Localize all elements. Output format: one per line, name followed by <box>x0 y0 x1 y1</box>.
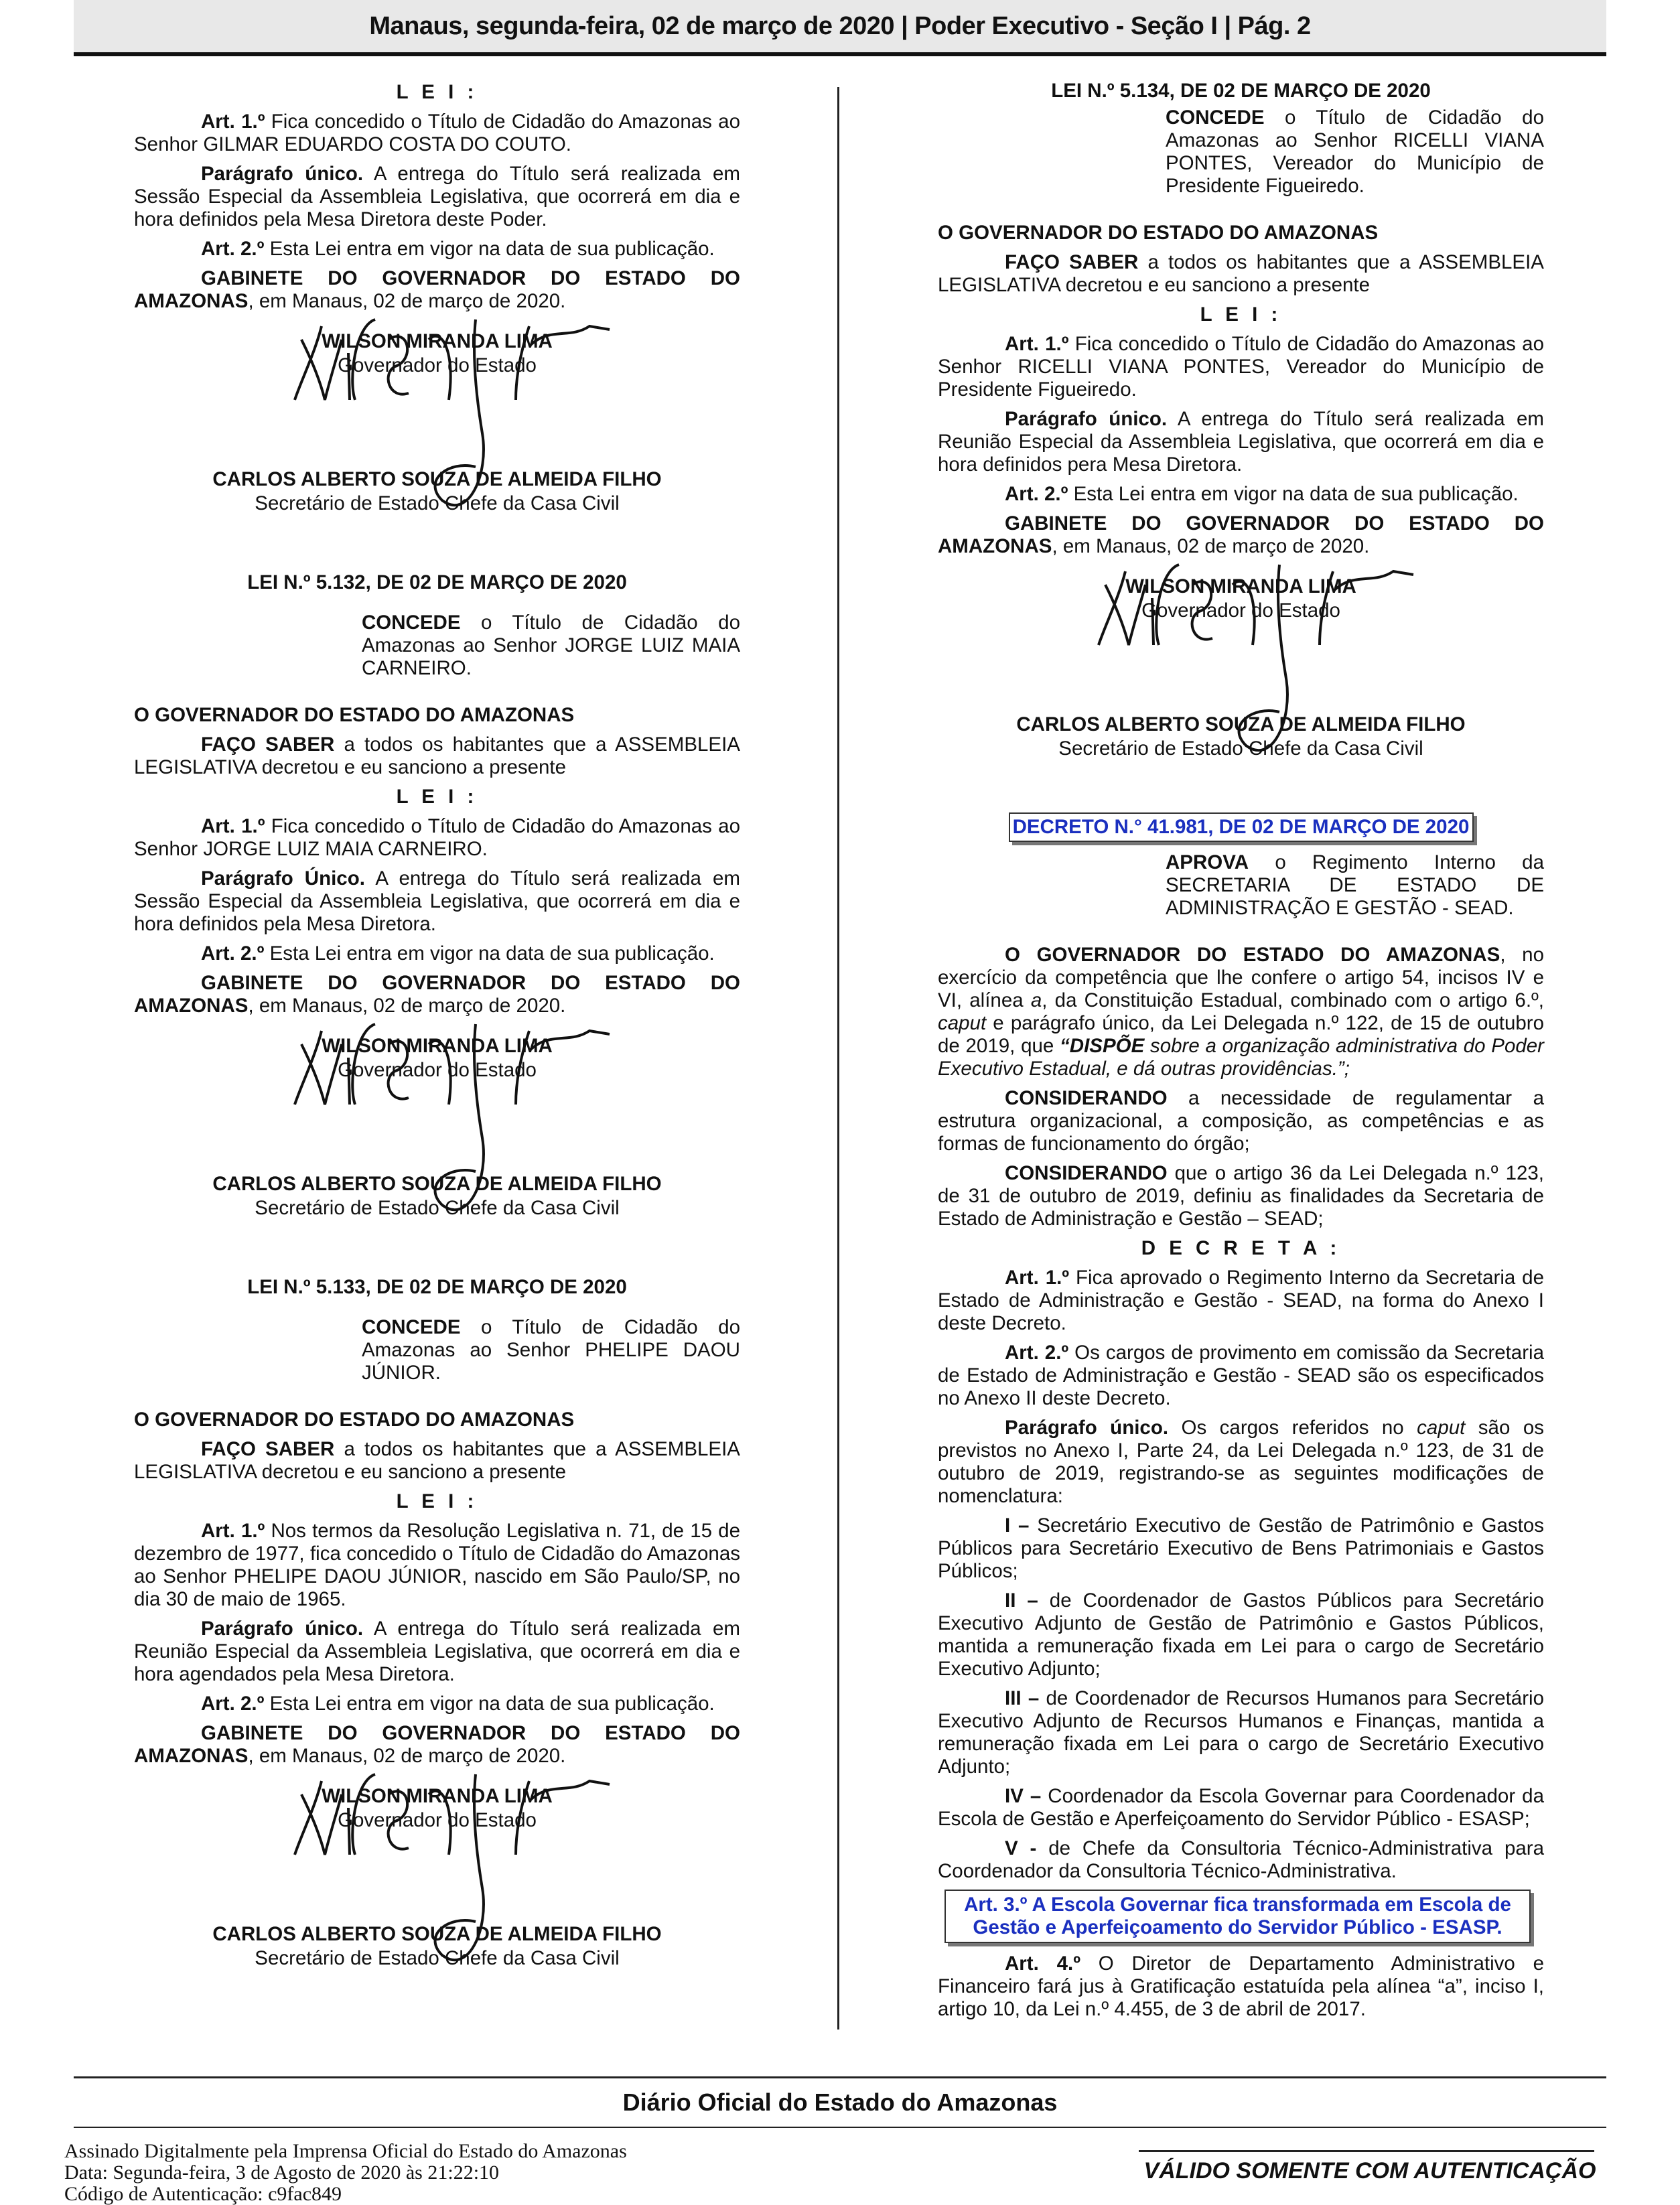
right-column <box>938 77 1544 2028</box>
signer-role-2: Secretário de Estado Chefe da Casa Civil <box>255 1197 620 1219</box>
ementa: CONCEDE o Título de Cidadão do Amazonas ao Senhor JORGE LUIZ MAIA CARNEIRO. <box>362 612 740 679</box>
auth-line: Código de Autenticação: c9fac849 <box>64 2183 342 2205</box>
signer-role: Governador do Estado <box>338 1809 537 1831</box>
law-title: LEI N.º 5.132, DE 02 DE MARÇO DE 2020 <box>247 571 627 593</box>
article: Art. 1.º Nos termos da Resolução Legislativa n. 71, de 15 de dezembro de 1977, fica concedido o Título de Cidadão do Amazonas ao Senhor PHELIPE DAOU JÚNIOR, nascido em São Paulo/SP, no dia 30 de maio de 1965. <box>134 1520 740 1610</box>
article: Art. 1.º Fica concedido o Título de Cidadão do Amazonas ao Senhor GILMAR EDUARDO COSTA DO COUTO. <box>134 111 740 155</box>
article: Art. 4.º O Diretor de Departamento Administrativo e Financeiro fará jus à Gratificação estatuída pela alínea “a”, inciso I, artigo 10, da Lei n.º 4.455, de 3 de abril de 2017. <box>938 1952 1544 2020</box>
signer-name: WILSON MIRANDA LIMA <box>322 330 553 352</box>
paragraph: Parágrafo único. A entrega do Título será realizada em Reunião Especial da Assembleia Legislativa, que ocorrerá em dia e hora definidos pera Mesa Diretora. <box>938 408 1544 476</box>
article: Art. 1.º Fica aprovado o Regimento Interno da Secretaria de Estado de Administração e Gestão - SEAD, na forma do Anexo I deste Decreto. <box>938 1267 1545 1334</box>
ementa: CONCEDE o Título de Cidadão do Amazonas ao Senhor RICELLI VIANA PONTES, Vereador do Município de Presidente Figueiredo. <box>1166 106 1544 197</box>
faco-saber: FAÇO SABER a todos os habitantes que a ASSEMBLEIA LEGISLATIVA decretou e eu sanciono a presente <box>938 251 1544 296</box>
article: Art. 2.º Esta Lei entra em vigor na data de sua publicação. <box>201 1693 715 1715</box>
article-3-highlight: Art. 3.º A Escola Governar fica transformada em Escola de Gestão e Aperfeiçoamento do Servidor Público - ESASP. <box>944 1890 1531 1943</box>
faco-saber: FAÇO SABER a todos os habitantes que a ASSEMBLEIA LEGISLATIVA decretou e eu sanciono a presente <box>134 1438 740 1483</box>
gabinete: GABINETE DO GOVERNADOR DO ESTADO DO AMAZONAS, em Manaus, 02 de março de 2020. <box>134 1722 740 1767</box>
faco-saber: FAÇO SABER a todos os habitantes que a ASSEMBLEIA LEGISLATIVA decretou e eu sanciono a presente <box>134 733 740 778</box>
article: Art. 2.º Esta Lei entra em vigor na data de sua publicação. <box>201 942 715 965</box>
governor-heading: O GOVERNADOR DO ESTADO DO AMAZONAS <box>134 704 575 726</box>
considerando: CONSIDERANDO que o artigo 36 da Lei Delegada n.º 123, de 31 de outubro de 2019, definiu as finalidades da Secretaria de Estado de Administração e Gestão – SEAD; <box>938 1162 1544 1230</box>
article: Art. 2.º Esta Lei entra em vigor na data de sua publicação. <box>1005 483 1519 505</box>
paragraph: Parágrafo único. Os cargos referidos no caput são os previstos no Anexo I, Parte 24, da Lei Delegada n.º 123, de 31 de outubro de 2019, registrando-se as seguintes modificações de nomenclatura: <box>938 1417 1544 1507</box>
page-header: Manaus, segunda-feira, 02 de março de 2020 | Poder Executivo - Seção I | Pág. 2 <box>74 0 1606 56</box>
auth-line: Assinado Digitalmente pela Imprensa Oficial do Estado do Amazonas <box>64 2140 627 2162</box>
gabinete: GABINETE DO GOVERNADOR DO ESTADO DO AMAZONAS, em Manaus, 02 de março de 2020. <box>134 267 740 312</box>
signer-name-2: CARLOS ALBERTO SOUZA DE ALMEIDA FILHO <box>212 1173 662 1195</box>
inciso: IV – Coordenador da Escola Governar para Coordenador da Escola de Gestão e Aperfeiçoamento do Servidor Público - ESASP; <box>938 1785 1544 1830</box>
signer-name-2: CARLOS ALBERTO SOUZA DE ALMEIDA FILHO <box>212 468 662 490</box>
article: Art. 1.º Fica concedido o Título de Cidadão do Amazonas ao Senhor RICELLI VIANA PONTES, Vereador do Município de Presidente Figueiredo. <box>938 333 1544 401</box>
governor-heading: O GOVERNADOR DO ESTADO DO AMAZONAS <box>938 222 1379 244</box>
signer-role-2: Secretário de Estado Chefe da Casa Civil <box>255 1947 620 1969</box>
footer-title: Diário Oficial do Estado do Amazonas <box>622 2088 1058 2116</box>
governor-heading: O GOVERNADOR DO ESTADO DO AMAZONAS <box>134 1409 575 1431</box>
authentication-info <box>64 2141 627 2205</box>
signer-role: Governador do Estado <box>338 354 537 376</box>
valido-rule <box>1139 2150 1594 2152</box>
paragraph: Parágrafo único. A entrega do Título será realizada em Sessão Especial da Assembleia Legislativa, que ocorrerá em dia e hora definidos pela Mesa Diretora deste Poder. <box>134 163 740 230</box>
paragraph: Parágrafo único. A entrega do Título será realizada em Reunião Especial da Assembleia Legislativa, que ocorrerá em dia e hora agendados pela Mesa Diretora. <box>134 1618 740 1685</box>
lei-label: L E I : <box>396 1490 478 1512</box>
signature-block <box>134 319 740 541</box>
signer-name: WILSON MIRANDA LIMA <box>1125 575 1356 597</box>
ementa: CONCEDE o Título de Cidadão do Amazonas ao Senhor PHELIPE DAOU JÚNIOR. <box>362 1316 740 1384</box>
law-title: LEI N.º 5.133, DE 02 DE MARÇO DE 2020 <box>247 1276 627 1298</box>
signer-role: Governador do Estado <box>338 1059 537 1081</box>
lei-label: L E I : <box>396 786 478 808</box>
inciso: V - de Chefe da Consultoria Técnico-Administrativa para Coordenador da Consultoria Técnico-Administrativa. <box>938 1837 1544 1882</box>
gabinete: GABINETE DO GOVERNADOR DO ESTADO DO AMAZONAS, em Manaus, 02 de março de 2020. <box>134 972 740 1017</box>
valid-only-notice: VÁLIDO SOMENTE COM AUTENTICAÇÃO <box>1143 2158 1596 2184</box>
paragraph: Parágrafo Único. A entrega do Título será realizada em Sessão Especial da Assembleia Legislativa, que ocorrerá em dia e hora definidos pela Mesa Diretora. <box>134 867 740 935</box>
footer-rule <box>74 2076 1606 2078</box>
auth-line: Data: Segunda-feira, 3 de Agosto de 2020 às 21:22:10 <box>64 2161 500 2184</box>
governor-preamble: O GOVERNADOR DO ESTADO DO AMAZONAS, no exercício da competência que lhe confere o artigo 54, incisos IV e VI, alínea a, da Constituição Estadual, combinado com o artigo 6.º, caput e parágrafo único, da Lei Delegada n.º 122, de 15 de outubro de 2019, que “DISPÕE sobre a organização administrativa do Poder Executivo Estadual, e dá outras providências.”; <box>938 944 1544 1080</box>
gabinete: GABINETE DO GOVERNADOR DO ESTADO DO AMAZONAS, em Manaus, 02 de março de 2020. <box>938 512 1544 557</box>
signature-block <box>938 565 1544 786</box>
law-title: LEI N.º 5.134, DE 02 DE MARÇO DE 2020 <box>1051 80 1431 102</box>
lei-label: L E I : <box>396 81 478 103</box>
decree-title: DECRETO N.° 41.981, DE 02 DE MARÇO DE 2020 <box>1009 812 1474 842</box>
signer-role-2: Secretário de Estado Chefe da Casa Civil <box>1058 737 1423 760</box>
footer-rule-2 <box>74 2127 1606 2128</box>
signer-role-2: Secretário de Estado Chefe da Casa Civil <box>255 492 620 514</box>
signer-name: WILSON MIRANDA LIMA <box>322 1785 553 1807</box>
left-column <box>134 77 740 1995</box>
decreta-label: D E C R E T A : <box>1141 1237 1341 1259</box>
article: Art. 1.º Fica concedido o Título de Cidadão do Amazonas ao Senhor JORGE LUIZ MAIA CARNEIRO. <box>134 815 740 860</box>
column-divider <box>837 87 839 2030</box>
article: Art. 2.º Os cargos de provimento em comissão da Secretaria de Estado de Administração e Gestão - SEAD são os especificados no Anexo II deste Decreto. <box>938 1342 1544 1409</box>
inciso: I – Secretário Executivo de Gestão de Patrimônio e Gastos Públicos para Secretário Executivo de Bens Patrimoniais e Gastos Públicos; <box>938 1514 1544 1582</box>
inciso: III – de Coordenador de Recursos Humanos para Secretário Executivo Adjunto de Recursos Humanos e Finanças, mantida a remuneração fixada em Lei para o cargo de Secretário Executivo Adjunto; <box>938 1687 1544 1778</box>
signer-name-2: CARLOS ALBERTO SOUZA DE ALMEIDA FILHO <box>212 1923 662 1945</box>
inciso: II – de Coordenador de Gastos Públicos para Secretário Executivo Adjunto de Gestão de Patrimônio e Gastos Públicos, mantida a remuneração fixada em Lei para o cargo de Secretário Executivo Adjunto; <box>938 1589 1545 1680</box>
signer-name: WILSON MIRANDA LIMA <box>322 1035 553 1057</box>
signer-name-2: CARLOS ALBERTO SOUZA DE ALMEIDA FILHO <box>1016 713 1466 735</box>
considerando: CONSIDERANDO a necessidade de regulamentar a estrutura organizacional, a composição, as competências e as formas de funcionamento do órgão; <box>938 1087 1544 1155</box>
article: Art. 2.º Esta Lei entra em vigor na data de sua publicação. <box>201 238 715 260</box>
ementa: APROVA o Regimento Interno da SECRETARIA DE ESTADO DE ADMINISTRAÇÃO E GESTÃO - SEAD. <box>1166 851 1544 919</box>
signer-role: Governador do Estado <box>1141 599 1340 622</box>
lei-label: L E I : <box>1200 303 1282 326</box>
signature-block <box>134 1024 740 1245</box>
signature-block <box>134 1774 740 1995</box>
